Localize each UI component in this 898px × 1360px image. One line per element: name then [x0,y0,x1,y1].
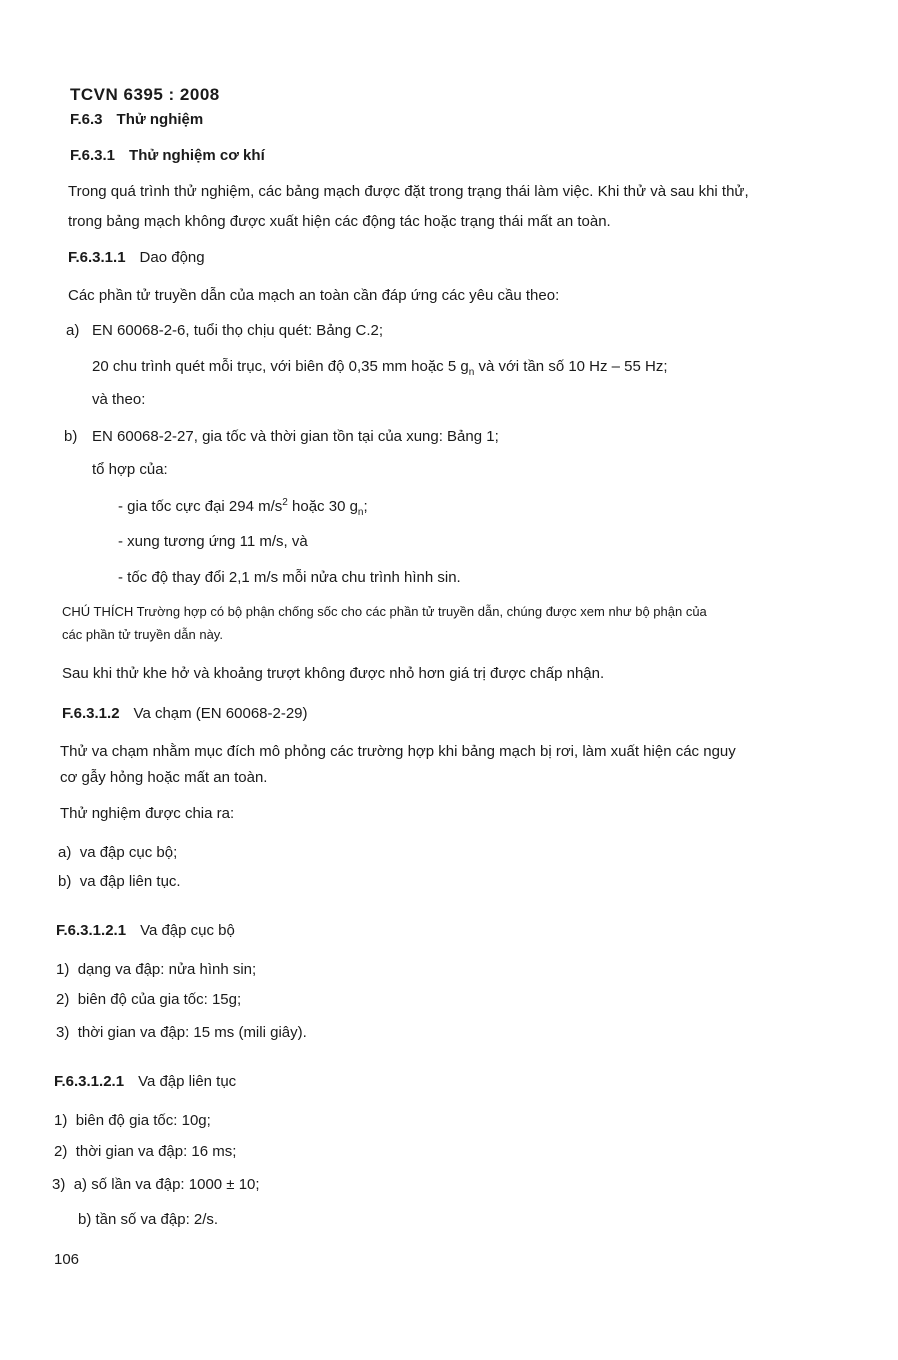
impact-paragraph-line-1: Thử va chạm nhằm mục đích mô phỏng các trường hợp khi bảng mạch bị rơi, làm xuất hiện các nguy [60,743,736,760]
list-item [56,1023,307,1043]
list-item [56,990,241,1010]
list-item [56,960,256,980]
bullet-pulse: - xung tương ứng 11 m/s, và [118,533,308,550]
intro-line-1: Trong quá trình thử nghiệm, các bảng mạch được đặt trong trạng thái làm việc. Khi thử và sau khi thử, [68,183,749,200]
vibration-combination: tổ hợp của: [92,461,168,478]
impact-item-b [58,872,181,892]
vibration-after-test: Sau khi thử khe hở và khoảng trượt không được nhỏ hơn giá trị được chấp nhận. [62,665,605,682]
impact-item-a [58,843,177,863]
item-number: 2) [56,991,70,1008]
bullet-text: gia tốc cực đại 294 m/s [127,498,283,515]
detail-subscript: n [468,367,475,378]
list-item [52,1175,260,1195]
item-number: 1) [54,1112,68,1129]
item-text: a) số lần va đập: 1000 ± 10; [73,1176,260,1193]
local-impact-title: Va đập cục bộ [140,922,235,939]
page-number: 106 [54,1251,80,1268]
item-number: 3) [56,1024,70,1041]
list-item [54,1111,211,1131]
bullet-text-end: ; [363,498,368,515]
vibration-and-text: và theo: [92,391,146,408]
item-text: biên độ của gia tốc: 15g; [77,991,242,1008]
detail-text: 20 chu trình quét mỗi trục, với biên độ 0,35 mm hoặc 5 g [92,358,469,375]
detail-text-end: và với tần số 10 Hz – 55 Hz; [474,358,668,375]
bullet-subscript: n [357,507,364,518]
vibration-item-a-label: a) [66,322,80,339]
item-text: va đập cục bộ; [79,844,178,861]
item-text: thời gian va đập: 15 ms (mili giây). [77,1024,307,1041]
bullet-text: xung tương ứng 11 m/s, và [127,533,308,550]
bullet-superscript: 2 [282,497,288,508]
vibration-item-b: EN 60068-2-27, gia tốc và thời gian tồn tại của xung: Bảng 1; [92,428,499,445]
bullet-peak-acceleration: - gia tốc cực đại 294 $m/s^2$ hoặc 30 $g_n$; [118,497,368,518]
impact-title: Va chạm (EN 60068-2-29) [133,705,308,722]
bullet-text: tốc độ thay đổi 2,1 m/s mỗi nửa chu trình hình sin. [127,569,461,586]
bullet-velocity-change: - tốc độ thay đổi 2,1 m/s mỗi nửa chu trình hình sin. [118,569,461,586]
item-text: dạng va đập: nửa hình sin; [77,961,257,978]
section-heading [70,110,203,130]
note-line-1: CHÚ THÍCH Trường hợp có bộ phận chống sốc cho các phần tử truyền dẫn, chúng được xem như bộ phận của [62,604,707,619]
item-number: 2) [54,1143,68,1160]
item-label: b) [58,873,72,890]
item-number: 3) [52,1176,66,1193]
vibration-lead: Các phần tử truyền dẫn của mạch an toàn cần đáp ứng các yêu cầu theo: [68,287,560,304]
bullet-text-mid: hoặc 30 g [287,498,358,515]
subsection-title: Thử nghiệm cơ khí [129,147,265,164]
local-impact-heading [56,921,235,941]
continuous-impact-number: F.6.3.1.2.1 [54,1073,125,1090]
item-text: biên độ gia tốc: 10g; [75,1112,211,1129]
section-title: Thử nghiệm [116,111,204,128]
item-label: a) [58,844,72,861]
intro-line-2: trong bảng mạch không được xuất hiện các động tác hoặc trạng thái mất an toàn. [68,213,611,230]
vibration-heading [68,248,205,268]
impact-number: F.6.3.1.2 [62,705,120,722]
item-text: va đập liên tục. [79,873,181,890]
item-number: 1) [56,961,70,978]
standard-header: TCVN 6395 : 2008 [70,85,220,104]
vibration-title: Dao động [139,249,205,266]
subsection-number: F.6.3.1 [70,147,116,164]
vibration-item-a: EN 60068-2-6, tuổi thọ chịu quét: Bảng C.2; [92,322,384,339]
impact-paragraph-line-2: cơ gẫy hỏng hoặc mất an toàn. [60,769,268,786]
item-text: thời gian va đập: 16 ms; [75,1143,237,1160]
continuous-impact-title: Va đập liên tục [138,1073,237,1090]
impact-split: Thử nghiệm được chia ra: [60,805,235,822]
vibration-item-a-detail [92,357,668,377]
impact-heading [62,704,308,724]
subsection-heading [70,146,265,166]
local-impact-number: F.6.3.1.2.1 [56,922,127,939]
list-subitem: b) tần số va đập: 2/s. [78,1211,219,1228]
continuous-impact-heading [54,1072,236,1092]
section-number: F.6.3 [70,111,103,128]
vibration-item-b-label: b) [64,428,78,445]
list-item [54,1142,236,1162]
vibration-number: F.6.3.1.1 [68,249,126,266]
note-line-2: các phần tử truyền dẫn này. [62,627,223,642]
